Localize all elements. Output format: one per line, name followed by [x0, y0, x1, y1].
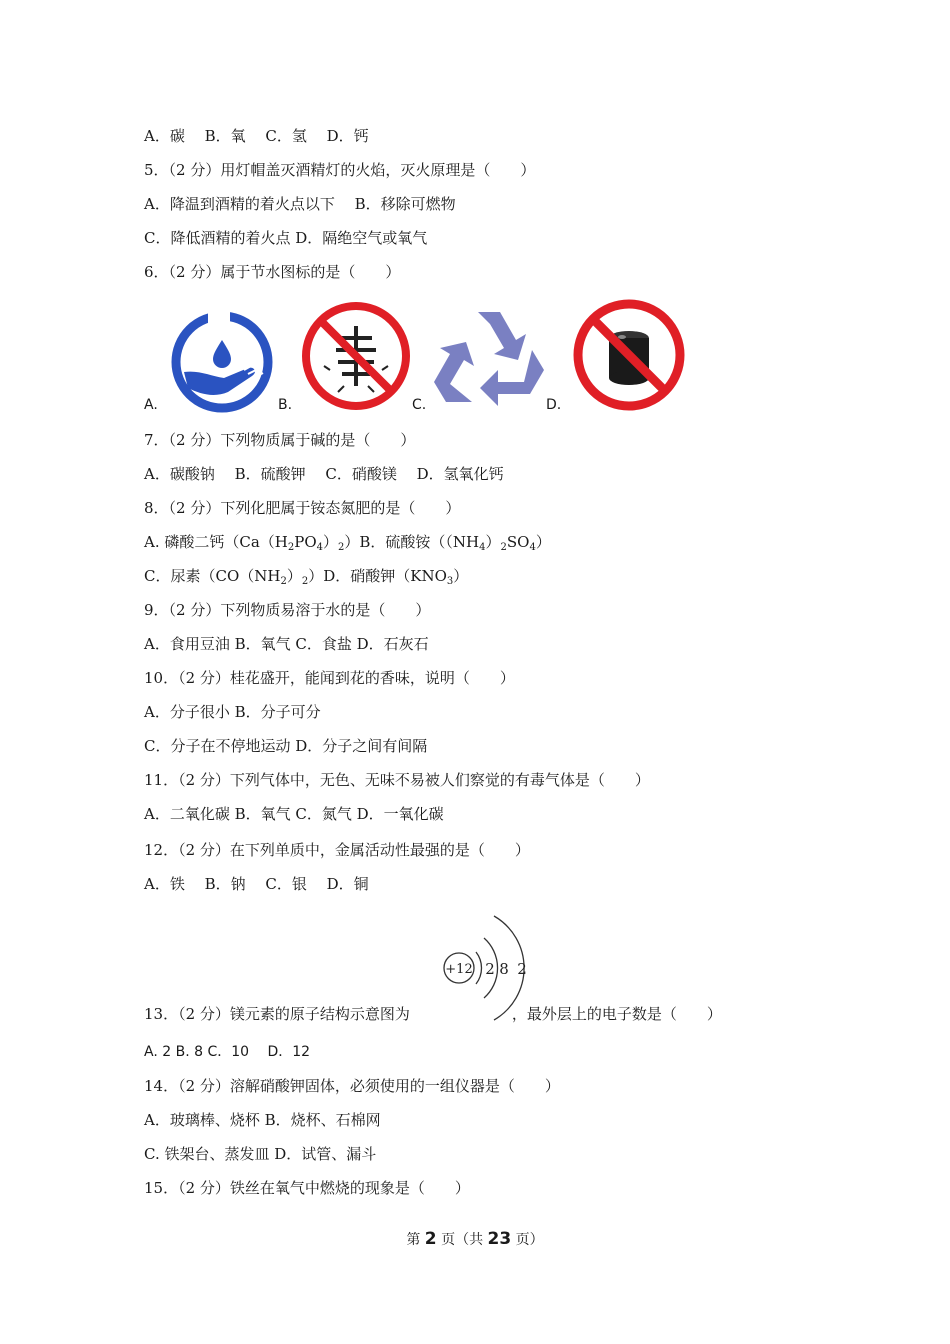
question-9: 9．（2 分）下列物质易溶于水的是（ ）: [144, 601, 431, 619]
question-5-options-2: C．降低酒精的着火点 D．隔绝空气或氧气: [144, 229, 428, 247]
question-7: 7．（2 分）下列物质属于碱的是（ ）: [144, 431, 416, 449]
total-pages: 23: [487, 1229, 512, 1249]
page-footer: 第 2 页（共 23 页）: [406, 1229, 544, 1249]
question-5-options-1: A．降温到酒精的着火点以下 B．移除可燃物: [144, 195, 456, 213]
question-14-options-2: C. 铁架台、蒸发皿 D．试管、漏斗: [144, 1145, 377, 1163]
question-8-options-1: A. 磷酸二钙$(Ca(H_2PO_4)_2)B$．硫酸铵$((NH_4)_2SO_4)$: [144, 533, 551, 553]
no-oil-drum-icon: [572, 298, 686, 412]
question-11: 11．（2 分）下列气体中，无色、无味不易被人们察觉的有毒气体是（ ）: [144, 771, 650, 789]
question-14: 14．（2 分）溶解硝酸钾固体，必须使用的一组仪器是（ ）: [144, 1077, 560, 1095]
question-10: 10．（2 分）桂花盛开，能闻到花的香味，说明（ ）: [144, 669, 515, 687]
question-12: 12．（2 分）在下列单质中，金属活动性最强的是（ ）: [144, 841, 530, 859]
question-8-options-2: C．尿素$(CO(NH_2)_2)D$．硝酸钾$(KNO_3)$: [144, 567, 469, 587]
question-15: 15．（2 分）铁丝在氧气中燃烧的现象是（ ）: [144, 1179, 470, 1197]
atom-nucleus: +12: [445, 962, 473, 977]
atom-shell-1: 2: [485, 960, 495, 978]
question-14-options-1: A．玻璃棒、烧杯 B．烧杯、石棉网: [144, 1111, 381, 1129]
question-5: 5．（2 分）用灯帽盖灭酒精灯的火焰，灭火原理是（ ）: [144, 161, 536, 179]
question-11-options: A．二氧化碳 B．氧气 C．氮气 D．一氧化碳: [144, 805, 444, 823]
question-8: 8．（2 分）下列化肥属于铵态氮肥的是（ ）: [144, 499, 461, 517]
question-6: 6．（2 分）属于节水图标的是（ ）: [144, 263, 401, 281]
q6-label-d: D.: [546, 397, 562, 413]
recycle-icon: [432, 308, 546, 410]
question-13: 13．（2 分）镁元素的原子结构示意图为 ，最外层上的电子数是（ ）: [144, 1005, 722, 1023]
question-13-options: A. 2 B. 8 C．10 D．12: [144, 1044, 311, 1060]
atom-shell-3: 2: [517, 960, 527, 978]
q6-label-c: C.: [412, 397, 427, 413]
current-page: 2: [424, 1229, 437, 1249]
q6-label-b: B.: [278, 397, 293, 413]
question-12-options: A．铁 B．钠 C．银 D．铜: [144, 875, 369, 893]
question-10-options-2: C．分子在不停地运动 D．分子之间有间隔: [144, 737, 428, 755]
water-saving-icon: [170, 310, 274, 414]
atom-shell-2: 8: [499, 960, 509, 978]
q6-label-a: A.: [144, 397, 158, 413]
no-logging-icon: [300, 300, 412, 412]
question-10-options-1: A．分子很小 B．分子可分: [144, 703, 321, 721]
question-7-options: A．碳酸钠 B．硫酸钾 C．硝酸镁 D．氢氧化钙: [144, 465, 504, 483]
q4-options: A．碳 B．氧 C．氢 D．钙: [144, 127, 369, 145]
question-9-options: A．食用豆油 B．氧气 C．食盐 D．石灰石: [144, 635, 429, 653]
